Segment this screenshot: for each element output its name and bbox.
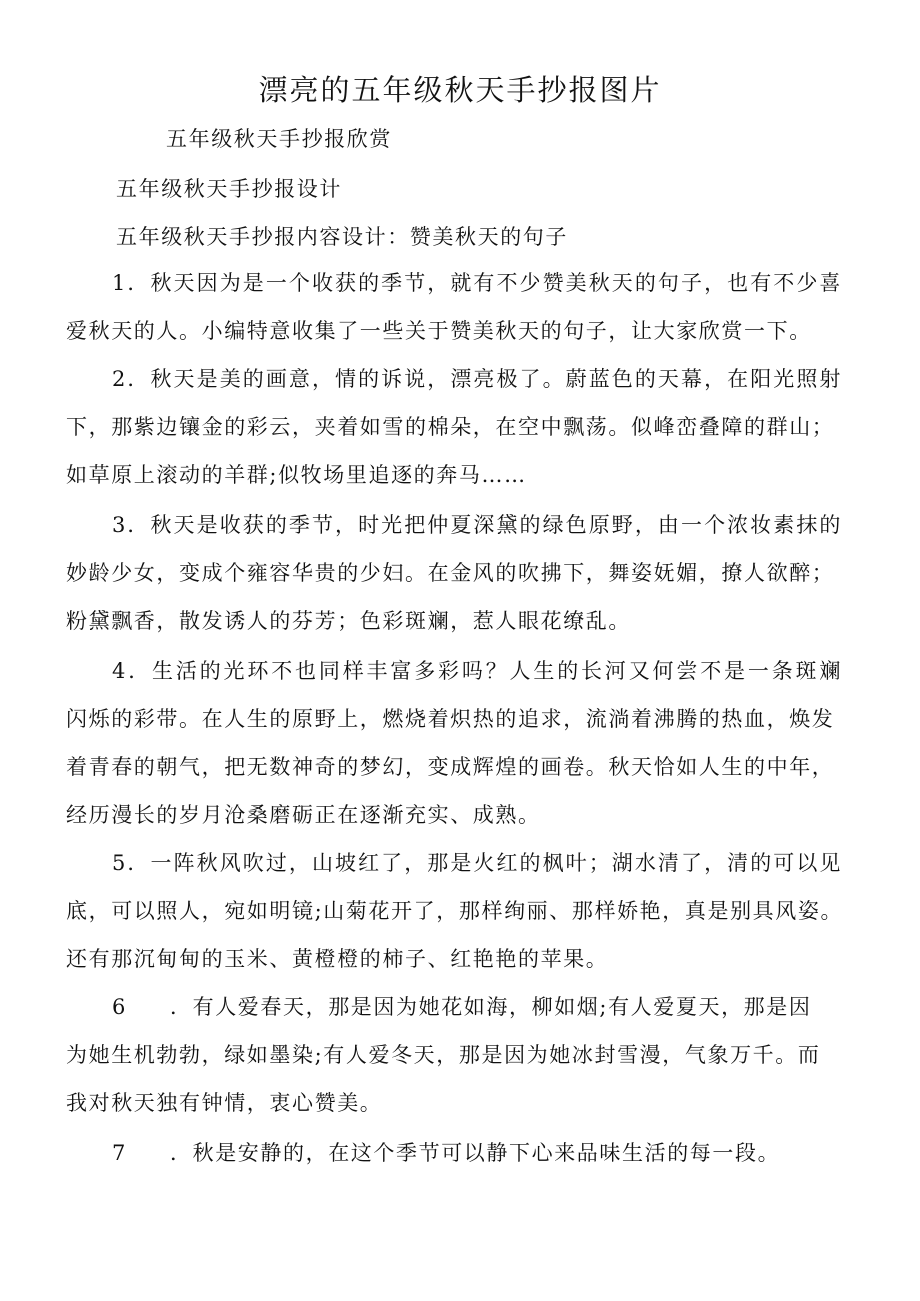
paragraph-line: 闪烁的彩带。在人生的原野上，燃烧着炽热的追求，流淌着沸腾的热血，焕发 (66, 707, 835, 731)
subheading-appreciation: 五年级秋天手抄报欣赏 (166, 127, 392, 151)
paragraph-line: 底，可以照人，宛如明镜;山菊花开了，那样绚丽、那样娇艳，真是别具风姿。 (66, 899, 844, 923)
paragraph-line: ．有人爱春天，那是因为她花如海，柳如烟;有人爱夏天，那是因 (170, 995, 812, 1019)
subheading-design: 五年级秋天手抄报设计 (116, 177, 342, 201)
paragraph-line: 爱秋天的人。小编特意收集了一些关于赞美秋天的句子，让大家欣赏一下。 (66, 319, 812, 343)
paragraph-line: 1．秋天因为是一个收获的季节，就有不少赞美秋天的句子，也有不少喜 (112, 271, 842, 295)
paragraph-line: 妙龄少女，变成个雍容华贵的少妇。在金风的吹拂下，舞姿妩媚，撩人欲醉； (66, 561, 835, 585)
subheading-content-design: 五年级秋天手抄报内容设计：赞美秋天的句子 (116, 225, 568, 249)
paragraph-line: 5．一阵秋风吹过，山坡红了，那是火红的枫叶；湖水清了，清的可以见 (112, 851, 842, 875)
page-title: 漂亮的五年级秋天手抄报图片 (258, 73, 662, 107)
paragraph-line: 我对秋天独有钟情，衷心赞美。 (66, 1091, 383, 1115)
paragraph-line: 还有那沉甸甸的玉米、黄橙橙的柿子、红艳艳的苹果。 (66, 947, 609, 971)
paragraph-line: 如草原上滚动的羊群;似牧场里追逐的奔马…… (66, 463, 527, 487)
paragraph-number: 7 (112, 1141, 127, 1165)
paragraph-line: 着青春的朝气，把无数神奇的梦幻，变成辉煌的画卷。秋天恰如人生的中年， (66, 755, 835, 779)
paragraph-line: 4．生活的光环不也同样丰富多彩吗？人生的长河又何尝不是一条斑斓 (112, 659, 842, 683)
paragraph-line: 经历漫长的岁月沧桑磨砺正在逐渐充实、成熟。 (66, 803, 541, 827)
paragraph-line: 3．秋天是收获的季节，时光把仲夏深黛的绿色原野，由一个浓妆素抹的 (112, 513, 842, 537)
paragraph-line: 下，那紫边镶金的彩云，夹着如雪的棉朵，在空中飘荡。似峰峦叠障的群山； (66, 415, 835, 439)
paragraph-line: 为她生机勃勃，绿如墨染;有人爱冬天，那是因为她冰封雪漫，气象万千。而 (66, 1043, 821, 1067)
paragraph-number: 6 (112, 995, 127, 1019)
paragraph-line: ．秋是安静的，在这个季节可以静下心来品味生活的每一段。 (170, 1141, 781, 1165)
paragraph-line: 2．秋天是美的画意，情的诉说，漂亮极了。蔚蓝色的天幕，在阳光照射 (112, 367, 842, 391)
paragraph-line: 粉黛飘香，散发诱人的芬芳；色彩斑斓，惹人眼花缭乱。 (66, 609, 631, 633)
